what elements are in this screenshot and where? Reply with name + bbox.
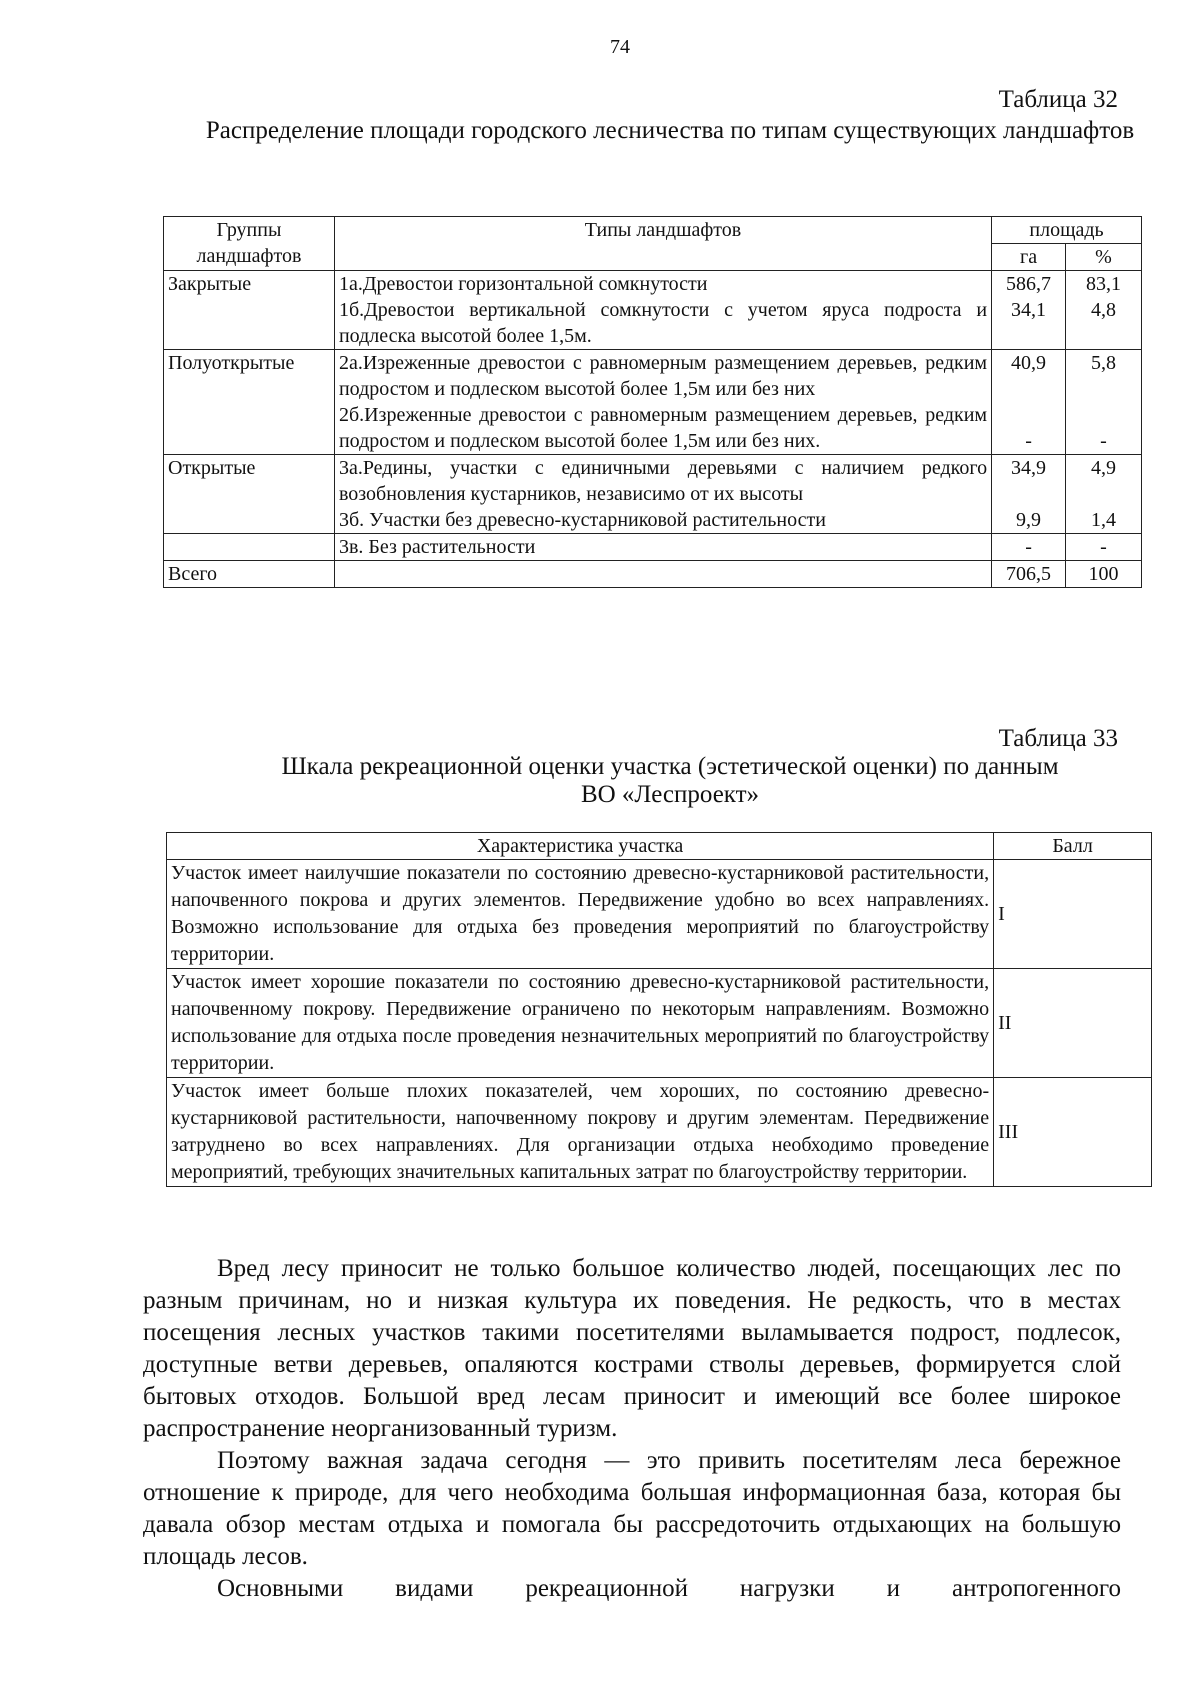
group-closed: Закрытые: [164, 271, 335, 350]
total-label: Всего: [164, 561, 335, 588]
table-32-caption: Распределение площади городского лесничества по типам существующих ландшафтов: [205, 117, 1135, 144]
paragraph-2: Поэтому важная задача сегодня — это привить посетителям леса бережное отношение к природе, для чего необходима большая информационная база, которая бы давала обзор местам отдыха и помогала бы рассредоточить отдыхающих на большую площадь лесов.: [143, 1447, 1121, 1570]
table-row: [167, 860, 1152, 969]
total-ha: 706,5: [992, 561, 1066, 588]
header-characteristic: Характеристика участка: [167, 833, 994, 860]
table-row: [164, 455, 1142, 534]
landscape-area-table: [163, 216, 1142, 588]
header-area: площадь: [992, 217, 1142, 244]
characteristic-3: Участок имеет больше плохих показателей, чем хороших, по состоянию древесно-кустарниковой растительности, напочвенному покрову и другим элементам. Передвижение затруднено во всех направлениях. Для организации отдыха необходимо проведение мероприятий, требующих значительных капитальных затрат по благоустройству территории.: [167, 1078, 994, 1187]
paragraph-1: Вред лесу приносит не только большое количество людей, посещающих лес по разным причинам, но и низкая культура их поведения. Не редкость, что в местах посещения лесных участков такими посетителями выламывается подрост, подлесок, доступные ветви деревьев, опаляются кострами стволы деревьев, формируется слой бытовых отходов. Большой вред лесам приносит и имеющий все более широкое распространение неорганизованный туризм.: [143, 1255, 1121, 1442]
score-1: I: [994, 860, 1152, 969]
body-text: [143, 1253, 1121, 1605]
page-number: 74: [610, 36, 630, 58]
table-header-row: [164, 217, 1142, 244]
ha-1b: 34,1: [1011, 299, 1047, 321]
paragraph-3: Основными видами рекреационной нагрузки и антропогенного: [217, 1575, 1121, 1602]
header-pct: %: [1066, 244, 1142, 271]
pct-2a: 5,8: [1091, 352, 1117, 374]
table-33-label: Таблица 33: [998, 725, 1118, 752]
pct-3a: 4,9: [1091, 457, 1117, 479]
type-3a: 3а.Редины, участки с единичными деревьями с наличием редкого возобновления кустарников, независимо от их высоты: [338, 457, 988, 505]
type-1b: 1б.Древостои вертикальной сомкнутости с учетом яруса подроста и подлеска высотой более 1,5м.: [338, 299, 988, 347]
table-row: [164, 271, 1142, 350]
table-header-row: [167, 833, 1152, 860]
type-2a: 2а.Изреженные древостои с равномерным размещением деревьев, редким подростом и подлеском высотой более 1,5м или без них: [338, 352, 988, 400]
table-total-row: [164, 561, 1142, 588]
type-2b: 2б.Изреженные древостои с равномерным размещением деревьев, редким подростом и подлеском высотой более 1,5м или без них.: [338, 404, 988, 452]
table-row: [164, 534, 1142, 561]
type-1a: 1а.Древостои горизонтальной сомкнутости: [338, 273, 708, 295]
type-3b: 3б. Участки без древесно-кустарниковой растительности: [338, 509, 826, 531]
table-row: [164, 350, 1142, 455]
table-row: [167, 1078, 1152, 1187]
score-3: III: [994, 1078, 1152, 1187]
characteristic-1: Участок имеет наилучшие показатели по состоянию древесно-кустарниковой растительности, напочвенного покрова и других элементов. Передвижение удобно во всех направлениях. Возможно использование для отдыха без проведения мероприятий по благоустройству территории.: [167, 860, 994, 969]
header-ha: га: [992, 244, 1066, 271]
score-2: II: [994, 969, 1152, 1078]
header-types: Типы ландшафтов: [334, 217, 991, 271]
characteristic-2: Участок имеет хорошие показатели по состоянию древесно-кустарниковой растительности, напочвенному покрову. Передвижение ограничено по некоторым направлениям. Возможно использование для отдыха после проведения незначительных мероприятий по благоустройству территории.: [167, 969, 994, 1078]
table-33-caption-line2: ВО «Леспроект»: [580, 781, 760, 808]
total-pct: 100: [1066, 561, 1142, 588]
group-open: Открытые: [164, 455, 335, 534]
ha-3v: -: [992, 534, 1066, 561]
pct-3b: 1,4: [1091, 509, 1117, 531]
type-3v: 3в. Без растительности: [334, 534, 991, 561]
recreation-score-table: [166, 832, 1152, 1187]
group-semi-open: Полуоткрытые: [164, 350, 335, 455]
pct-3v: -: [1066, 534, 1142, 561]
pct-2b: -: [1100, 430, 1107, 452]
ha-2b: -: [1025, 430, 1032, 452]
table-32-label: Таблица 32: [998, 86, 1118, 113]
ha-2a: 40,9: [1011, 352, 1047, 374]
ha-3a: 34,9: [1011, 457, 1047, 479]
header-groups: Группы ландшафтов: [164, 217, 335, 271]
pct-1a: 83,1: [1086, 273, 1122, 295]
table-row: [167, 969, 1152, 1078]
ha-1a: 586,7: [1006, 273, 1052, 295]
pct-1b: 4,8: [1091, 299, 1117, 321]
table-33-caption-line1: Шкала рекреационной оценки участка (эстетической оценки) по данным: [281, 753, 1059, 780]
ha-3b: 9,9: [1016, 509, 1042, 531]
header-score: Балл: [994, 833, 1152, 860]
